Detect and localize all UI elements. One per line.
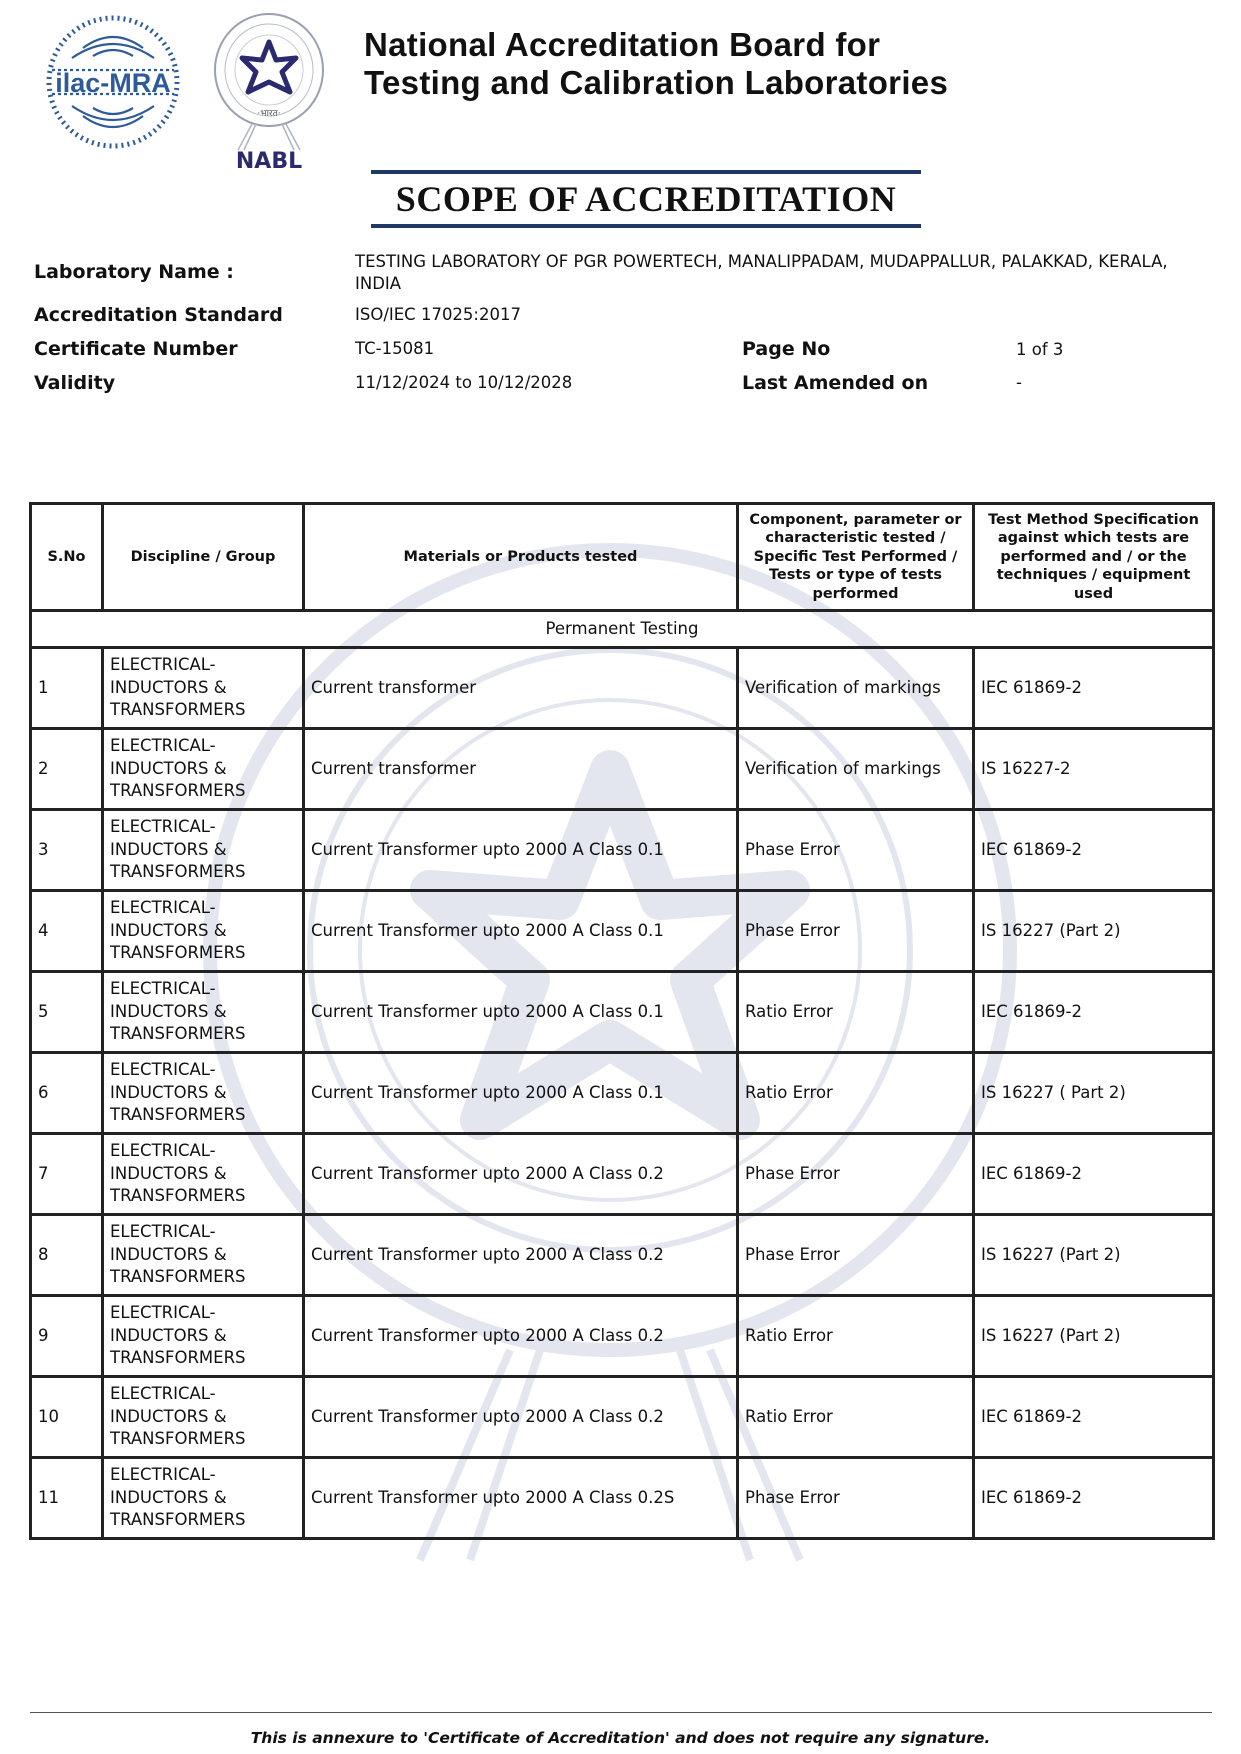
cell-sno: 1 bbox=[31, 648, 103, 729]
validity-value: 11/12/2024 to 10/12/2028 bbox=[355, 373, 573, 392]
cell-parameter: Phase Error bbox=[738, 1458, 974, 1539]
ilac-logo-text: ilac-MRA bbox=[55, 68, 171, 98]
lab-name-label: Laboratory Name : bbox=[34, 261, 234, 283]
cell-discipline: ELECTRICAL- INDUCTORS & TRANSFORMERS bbox=[103, 1458, 304, 1539]
footer-divider bbox=[30, 1712, 1212, 1713]
last-amended-value: - bbox=[1016, 373, 1022, 392]
table-row bbox=[31, 891, 1214, 972]
table-row bbox=[31, 1053, 1214, 1134]
nabl-logo bbox=[208, 12, 330, 174]
cell-discipline: ELECTRICAL- INDUCTORS & TRANSFORMERS bbox=[103, 729, 304, 810]
accreditation-standard-value: ISO/IEC 17025:2017 bbox=[355, 305, 521, 324]
cell-sno: 9 bbox=[31, 1296, 103, 1377]
table-header-row bbox=[31, 504, 1214, 611]
cell-sno: 4 bbox=[31, 891, 103, 972]
table-row bbox=[31, 1215, 1214, 1296]
table-row bbox=[31, 1296, 1214, 1377]
cell-parameter: Verification of markings bbox=[738, 729, 974, 810]
cell-sno: 8 bbox=[31, 1215, 103, 1296]
cell-test-method: IS 16227 (Part 2) bbox=[974, 891, 1214, 972]
table-row bbox=[31, 1377, 1214, 1458]
cell-parameter: Phase Error bbox=[738, 1134, 974, 1215]
header-discipline: Discipline / Group bbox=[103, 504, 304, 611]
header-sno: S.No bbox=[31, 504, 103, 611]
cell-test-method: IS 16227 ( Part 2) bbox=[974, 1053, 1214, 1134]
cell-parameter: Ratio Error bbox=[738, 1053, 974, 1134]
scope-table bbox=[29, 502, 1215, 1540]
cell-sno: 6 bbox=[31, 1053, 103, 1134]
cell-material: Current Transformer upto 2000 A Class 0.2 bbox=[304, 1134, 738, 1215]
cell-test-method: IEC 61869-2 bbox=[974, 810, 1214, 891]
header-test-method: Test Method Specification against which tests are performed and / or the techniques / equipment used bbox=[974, 504, 1214, 611]
cell-material: Current Transformer upto 2000 A Class 0.2 bbox=[304, 1296, 738, 1377]
cell-discipline: ELECTRICAL- INDUCTORS & TRANSFORMERS bbox=[103, 1053, 304, 1134]
validity-label: Validity bbox=[34, 372, 116, 394]
table-row bbox=[31, 1134, 1214, 1215]
table-row bbox=[31, 648, 1214, 729]
section-row bbox=[31, 611, 1214, 648]
header-materials: Materials or Products tested bbox=[304, 504, 738, 611]
cell-material: Current Transformer upto 2000 A Class 0.1 bbox=[304, 810, 738, 891]
cell-discipline: ELECTRICAL- INDUCTORS & TRANSFORMERS bbox=[103, 1215, 304, 1296]
document-title: SCOPE OF ACCREDITATION bbox=[395, 179, 897, 219]
cell-discipline: ELECTRICAL- INDUCTORS & TRANSFORMERS bbox=[103, 972, 304, 1053]
cell-material: Current transformer bbox=[304, 648, 738, 729]
cell-test-method: IEC 61869-2 bbox=[974, 1134, 1214, 1215]
cell-sno: 11 bbox=[31, 1458, 103, 1539]
cell-test-method: IS 16227 (Part 2) bbox=[974, 1215, 1214, 1296]
cell-parameter: Ratio Error bbox=[738, 972, 974, 1053]
cell-test-method: IS 16227-2 bbox=[974, 729, 1214, 810]
cell-material: Current Transformer upto 2000 A Class 0.1 bbox=[304, 1053, 738, 1134]
nabl-logo-text: NABL bbox=[235, 149, 303, 174]
lab-name-value bbox=[355, 251, 1168, 295]
table-row bbox=[31, 729, 1214, 810]
page-no-value: 1 of 3 bbox=[1016, 340, 1064, 359]
table-row bbox=[31, 810, 1214, 891]
cell-test-method: IEC 61869-2 bbox=[974, 648, 1214, 729]
page-no-label: Page No bbox=[742, 338, 831, 360]
cell-parameter: Ratio Error bbox=[738, 1377, 974, 1458]
cell-test-method: IEC 61869-2 bbox=[974, 1458, 1214, 1539]
cell-discipline: ELECTRICAL- INDUCTORS & TRANSFORMERS bbox=[103, 648, 304, 729]
cell-parameter: Phase Error bbox=[738, 1215, 974, 1296]
cell-sno: 2 bbox=[31, 729, 103, 810]
cell-sno: 7 bbox=[31, 1134, 103, 1215]
footer-note: This is annexure to 'Certificate of Accreditation' and does not require any signature. bbox=[250, 1729, 991, 1747]
ilac-mra-logo bbox=[44, 12, 182, 152]
cell-sno: 3 bbox=[31, 810, 103, 891]
cell-parameter: Phase Error bbox=[738, 891, 974, 972]
cell-discipline: ELECTRICAL- INDUCTORS & TRANSFORMERS bbox=[103, 891, 304, 972]
cell-material: Current Transformer upto 2000 A Class 0.2 bbox=[304, 1215, 738, 1296]
header-parameter: Component, parameter or characteristic tested / Specific Test Performed / Tests or type of tests performed bbox=[738, 504, 974, 611]
nabl-logo-subtext: ·भारत· bbox=[257, 109, 281, 119]
section-label: Permanent Testing bbox=[31, 611, 1214, 648]
cell-parameter: Phase Error bbox=[738, 810, 974, 891]
cell-test-method: IEC 61869-2 bbox=[974, 1377, 1214, 1458]
certificate-number-label: Certificate Number bbox=[34, 338, 238, 360]
cell-sno: 10 bbox=[31, 1377, 103, 1458]
cell-test-method: IEC 61869-2 bbox=[974, 972, 1214, 1053]
last-amended-label: Last Amended on bbox=[742, 372, 929, 394]
cell-discipline: ELECTRICAL- INDUCTORS & TRANSFORMERS bbox=[103, 1377, 304, 1458]
cell-parameter: Ratio Error bbox=[738, 1296, 974, 1377]
table-row bbox=[31, 972, 1214, 1053]
lab-name-value-line2: INDIA bbox=[355, 274, 402, 293]
cell-discipline: ELECTRICAL- INDUCTORS & TRANSFORMERS bbox=[103, 810, 304, 891]
organization-title-line1: National Accreditation Board for bbox=[364, 26, 881, 63]
lab-name-value-line1: TESTING LABORATORY OF PGR POWERTECH, MANALIPPADAM, MUDAPPALLUR, PALAKKAD, KERALA, bbox=[355, 252, 1168, 271]
title-rule-bottom bbox=[371, 224, 921, 228]
cell-parameter: Verification of markings bbox=[738, 648, 974, 729]
cell-material: Current Transformer upto 2000 A Class 0.2 bbox=[304, 1377, 738, 1458]
title-rule-top bbox=[371, 170, 921, 174]
cell-discipline: ELECTRICAL- INDUCTORS & TRANSFORMERS bbox=[103, 1296, 304, 1377]
cell-discipline: ELECTRICAL- INDUCTORS & TRANSFORMERS bbox=[103, 1134, 304, 1215]
accreditation-standard-label: Accreditation Standard bbox=[34, 304, 283, 326]
cell-sno: 5 bbox=[31, 972, 103, 1053]
organization-title-line2: Testing and Calibration Laboratories bbox=[364, 64, 949, 101]
cell-material: Current transformer bbox=[304, 729, 738, 810]
certificate-number-value: TC-15081 bbox=[355, 339, 435, 358]
cell-material: Current Transformer upto 2000 A Class 0.1 bbox=[304, 891, 738, 972]
table-row bbox=[31, 1458, 1214, 1539]
organization-title bbox=[364, 26, 948, 102]
cell-material: Current Transformer upto 2000 A Class 0.1 bbox=[304, 972, 738, 1053]
cell-test-method: IS 16227 (Part 2) bbox=[974, 1296, 1214, 1377]
cell-material: Current Transformer upto 2000 A Class 0.2S bbox=[304, 1458, 738, 1539]
